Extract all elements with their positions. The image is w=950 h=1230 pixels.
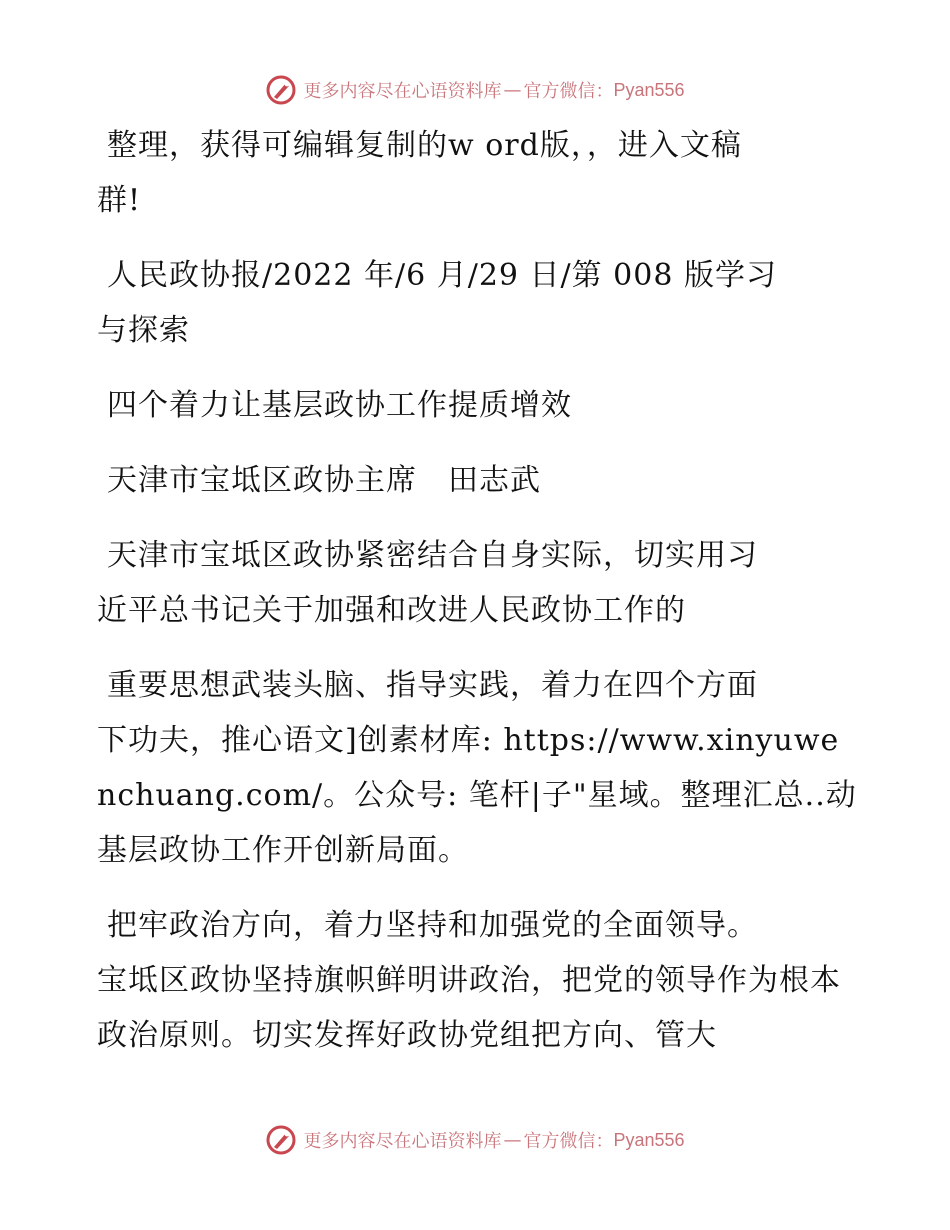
footer-banner-wechat-label: 官方微信： [523, 1131, 614, 1152]
header-banner-wechat-label: 官方微信： [523, 81, 614, 102]
header-banner-text: 更多内容尽在心语资料库 [303, 81, 502, 102]
paragraph-2-line1: 人民政协报/2022 年/6 月/29 日/第 008 版学习 [107, 258, 777, 293]
pen-logo-icon [265, 1124, 297, 1156]
paragraph-2-rest: 与探索 [97, 313, 190, 348]
paragraph-3 [97, 378, 857, 433]
paragraph-1 [97, 118, 857, 228]
paragraph-5-line1: 天津市宝坻区政协紧密结合自身实际，切实用习 [107, 538, 758, 573]
paragraph-6 [97, 658, 857, 878]
footer-banner-wechat-id: Pyan556 [613, 1129, 685, 1150]
paragraph-7-rest: 宝坻区政协坚持旗帜鲜明讲政治，把党的领导作为根本政治原则。切实发挥好政协党组把方向、管大 [97, 963, 841, 1053]
paragraph-4 [97, 453, 857, 508]
paragraph-7-line1: 把牢政治方向，着力坚持和加强党的全面领导。 [107, 908, 758, 943]
header-watermark-banner [0, 70, 950, 110]
footer-watermark-banner [0, 1120, 950, 1160]
footer-banner-text: 更多内容尽在心语资料库 [303, 1131, 502, 1152]
footer-banner-separator: — [503, 1129, 522, 1151]
paragraph-1-line1: 整理，获得可编辑复制的w ord版，，进入文稿 [107, 128, 742, 163]
header-banner-wechat-id: Pyan556 [613, 79, 685, 100]
paragraph-7 [97, 898, 857, 1063]
header-banner-separator: — [503, 79, 522, 101]
paragraph-5-rest: 近平总书记关于加强和改进人民政协工作的 [97, 593, 686, 628]
paragraph-6-line1: 重要思想武装头脑、指导实践，着力在四个方面 [107, 668, 758, 703]
article-author: 天津市宝坻区政协主席 田志武 [107, 463, 541, 498]
document-body [97, 118, 857, 1083]
paragraph-1-rest: 群! [97, 183, 142, 218]
article-title: 四个着力让基层政协工作提质增效 [107, 388, 572, 423]
paragraph-5 [97, 528, 857, 638]
paragraph-2 [97, 248, 857, 358]
paragraph-6-rest: 下功夫，推心语文]创素材库: https://www.xinyuwenchuang.com/。公众号: 笔杆|子"星域。整理汇总..动基层政协工作开创新局面。 [97, 723, 857, 868]
pen-logo-icon [265, 74, 297, 106]
